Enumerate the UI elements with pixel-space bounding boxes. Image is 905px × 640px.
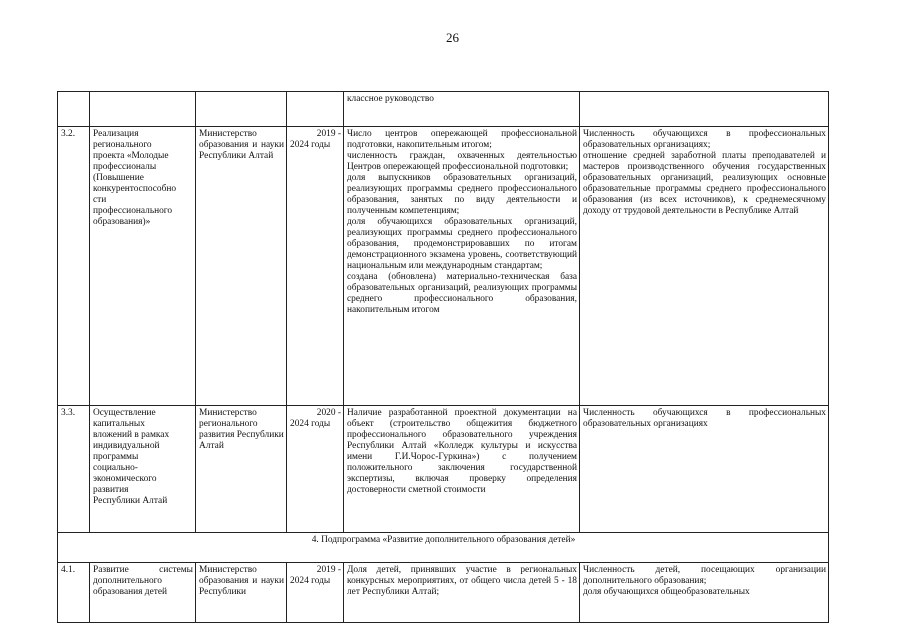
cell-executor: Министерство регионального развития Республики Алтай — [196, 406, 287, 533]
name-line: профессионалы — [93, 162, 157, 172]
indicator-item: доля выпускников образовательных организаций, реализующих программы среднего профессионального образования, занятых по виду деятельности и полученным компетенциям; — [347, 173, 577, 216]
indicator-item: доля обучающихся образовательных организаций, реализующих программы среднего профессионального образования, продемонстрировавших по итогам демонстрационного экзамена уровень, соответствующий национальным или международным стандартам; — [347, 217, 577, 271]
cell-results — [580, 563, 829, 623]
name-line: Республики Алтай — [93, 496, 168, 506]
cell-executor — [196, 92, 287, 127]
name-line: программы — [93, 452, 139, 462]
cell-num — [58, 92, 90, 127]
table-row — [58, 563, 829, 623]
period-start: 2020 - — [316, 408, 341, 418]
name-line: проекта «Молодые — [93, 151, 169, 161]
page-number: 26 — [446, 30, 459, 45]
result-item: отношение средней заработной платы преподавателей и мастеров производственного обучения государственных образовательных организаций, реализующих основные образовательные программы среднего профессионального образования (из всех источников), к среднемесячному доходу от трудовой деятельности в Республике Алтай — [583, 151, 826, 216]
name-line: индивидуальной — [93, 441, 160, 451]
cell-name: Развитие системы дополнительного образования детей — [90, 563, 196, 623]
table-row — [58, 406, 829, 533]
name-line: развития — [93, 485, 129, 495]
indicator-item: создана (обновлена) материально-техническая база образовательных организаций, реализующих программы среднего профессионального образования, накопительным итогом — [347, 272, 577, 315]
result-item: доля обучающихся общеобразовательных — [583, 587, 750, 597]
result-item: Численность обучающихся в профессиональных образовательных организациях; — [583, 129, 826, 150]
name-line: (Повышение — [93, 173, 144, 183]
cell-name — [90, 92, 196, 127]
period-start: 2019 - — [316, 565, 341, 575]
cell-period — [287, 563, 344, 623]
cell-indicators: Наличие разработанной проектной документации на объект (строительство общежития бюджетного профессионального образовательного учреждения Республики Алтай «Колледж культуры и искусства имени Г.И.Чорос-Гуркина») с получением положительного заключения государственной экспертизы, включая проверку определения достоверности сметной стоимости — [344, 406, 580, 533]
cell-indicators: Доля детей, принявших участие в региональных конкурсных мероприятиях, от общего числа детей 5 - 18 лет Республики Алтай; — [344, 563, 580, 623]
indicator-item: численность граждан, охваченных деятельностью Центров опережающей профессиональной подготовки; — [347, 151, 577, 172]
name-line: социально- — [93, 463, 138, 473]
indicator-item: Число центров опережающей профессиональной подготовки, накопительным итогом; — [347, 129, 577, 150]
cell-indicators — [344, 127, 580, 406]
cell-num: 3.3. — [58, 406, 90, 533]
period-end: 2024 годы — [290, 140, 331, 150]
cell-num: 4.1. — [58, 563, 90, 623]
cell-indicators: классное руководство — [344, 92, 580, 127]
table-row — [58, 92, 829, 127]
period-start: 2019 - — [316, 129, 341, 139]
cell-period — [287, 127, 344, 406]
name-line: экономического — [93, 474, 157, 484]
name-line: Осуществление — [93, 408, 156, 418]
table-row — [58, 533, 829, 563]
cell-results — [580, 92, 829, 127]
cell-results: Численность обучающихся в профессиональных образовательных организациях — [580, 406, 829, 533]
name-line: профессионального — [93, 206, 173, 216]
table-row — [58, 127, 829, 406]
result-item: Численность детей, посещающих организации дополнительного образования; — [583, 565, 826, 586]
cell-name — [90, 127, 196, 406]
name-line: Реализация — [93, 129, 139, 139]
name-line: конкурентоспособно — [93, 184, 177, 194]
name-line: образования)» — [93, 217, 151, 227]
cell-period — [287, 406, 344, 533]
name-line: сти — [93, 195, 107, 205]
program-table — [57, 91, 829, 623]
cell-period — [287, 92, 344, 127]
name-line: вложений в рамках — [93, 430, 170, 440]
cell-name — [90, 406, 196, 533]
cell-num: 3.2. — [58, 127, 90, 406]
subprogram-title: 4. Подпрограмма «Развитие дополнительного образования детей» — [58, 533, 829, 563]
period-end: 2024 годы — [290, 419, 331, 429]
name-line: капитальных — [93, 419, 145, 429]
name-line: регионального — [93, 140, 152, 150]
cell-executor: Министерство образования и науки Республики — [196, 563, 287, 623]
period-end: 2024 годы — [290, 576, 331, 586]
cell-results — [580, 127, 829, 406]
cell-executor: Министерство образования и науки Республики Алтай — [196, 127, 287, 406]
